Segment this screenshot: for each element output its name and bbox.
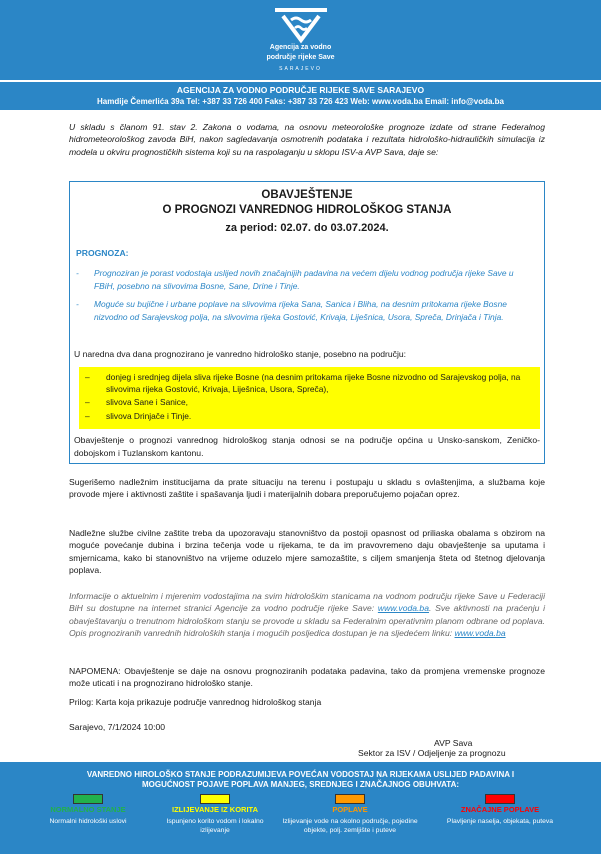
legend-swatch [73, 794, 103, 804]
note-paragraph: NAPOMENA: Obavještenje se daje na osnovu prognoziranih podataka padavina, tako da promjena vremenske prognoze može uticati i na prognozirano hidrološko stanje. [69, 666, 545, 689]
forecast-item [76, 298, 536, 323]
notice-subtitle: O PROGNOZI VANREDNOG HIDROLOŠKOG STANJA [162, 204, 452, 216]
recommendation-paragraph: Sugerišemo nadležnim institucijama da prate situaciju na terenu i postupaju u skladu s ovlaštenjima, a službama koje provode mjere i aktivnosti zaštite i spašavanja ljudi i materijalnih dobara preporučujemo pojačan oprez. [69, 477, 545, 500]
next-days-text: U naredna dva dana prognozirano je vanredno hidrološko stanje, posebno na području: [74, 349, 407, 359]
info-text-a: Informacije o aktuelnim i mjerenim vodostajima na svim hidrološkim stanicama na vodnom području rijeke Save u Federaciji BiH su dostupne na internet stranici Agencije za vodno područje rijeke Save: [69, 591, 545, 614]
civil-protection-paragraph: Nadležne službe civilne zaštite treba da upozoravaju stanovništvo da postoji opasnost od priliaska obalama s obzirom na moguće povećanje dubina i brzina tečenja vode u rijekama, te da im pravovremeno daju obavještenje sa uputama i smjernicama, kako bi stanovništvo na vrijeme oduzelo mjere samozaštite, s ciljem smanjenja šteta od štetnog djelovanja poplava. [69, 528, 545, 576]
attachment-line: Prilog: Karta koja prikazuje područje vanrednog hidrološkog stanja [69, 697, 322, 707]
legend-floods [280, 794, 420, 835]
logo-text-line1: Agencija za vodno [269, 44, 332, 51]
legend-name: IZLIJEVANJE IZ KORITA [172, 805, 258, 814]
agency-contact: Hamdije Čemerlića 39a Tel: +387 33 726 400 Faks: +387 33 726 423 Web: www.voda.ba Email: info@voda.ba [97, 97, 504, 106]
notice-title: OBAVJEŠTENJE [261, 189, 353, 201]
signature-org: AVP Sava [434, 738, 473, 748]
voda-link[interactable]: www.voda.ba [377, 603, 429, 614]
legend-swatch [335, 794, 365, 804]
list-dash: – [85, 397, 90, 407]
legend-name: NORMALNO STANJE [50, 805, 126, 814]
logo-text-line2: područje rijeke Save [266, 54, 335, 61]
signature-dept: Sektor za ISV / Odjeljenje za prognozu [358, 748, 506, 758]
legend-name: ZNAČAJNE POPLAVE [460, 805, 540, 814]
legend-name: POPLAVE [332, 805, 368, 814]
agency-emblem-icon [271, 6, 331, 44]
voda-link[interactable]: www.voda.ba [454, 628, 506, 639]
notice-box [69, 181, 545, 464]
list-dash: - [76, 299, 79, 309]
forecast-item-text: Prognoziran je porast vodostaja uslijed novih značajnijih padavina na većem dijelu vodnog područja rijeke Save u FBiH, posebno na slivovima Bosne, Sane, Drine i Tinje. [94, 268, 514, 291]
agency-logo [0, 0, 601, 80]
legend-footer [0, 762, 601, 854]
legend-title-line2: MOGUĆNOST POJAVE POPLAVA MANJEG, SREDNJEG I ZNAČAJNOG OBUHVATA: [141, 780, 460, 789]
legend-swatch [200, 794, 230, 804]
list-dash: – [85, 411, 90, 421]
agency-header [0, 82, 601, 110]
legend-normal [38, 794, 138, 826]
legend-desc: Izlijevanje vode na okolno područje, pojedine objekte, polj. zemljište i puteve [282, 818, 418, 834]
legend-swatch [485, 794, 515, 804]
legend-overflow [160, 794, 270, 835]
issue-date: Sarajevo, 7/1/2024 10:00 [69, 722, 166, 732]
area-item-text: slivova Drinjače i Tinje. [106, 411, 192, 421]
list-dash: - [76, 268, 79, 278]
affected-areas-highlight [79, 367, 540, 429]
legend-title-line1: VANREDNO HIROLOŠKO STANJE PODRAZUMIJEVA POVEĆAN VODOSTAJ NA RIJEKAMA USLIJED PADAVINA I [86, 770, 515, 779]
forecast-item-text: Moguće su bujične i urbane poplave na slivovima rijeka Sana, Sanica i Bliha, na desnim pritokama rijeke Bosne nizvodno od Sarajevskog polja, na slivovima rijeka Gostović, Krivaja, Liješnica, Usora, Spreča, Drinjača i Tinja. [94, 299, 507, 322]
notice-scope: Obavještenje o prognozi vanrednog hidrološkog stanja odnosi se na područje općina u Unsko-sanskom, Zeničko-dobojskom i Tuzlanskom kantonu. [74, 435, 540, 458]
intro-paragraph: U skladu s članom 91. stav 2. Zakona o vodama, na osnovu meteorološke prognoze izdate od strane Federalnog hidrometeorološkog zavoda BiH, nakon sagledavanja osmotrenih podataka i rezultata hidrološko-hidrauličkih simulacija iz modela u okviru prognostičkih sistema koji su na raspolaganju u sklopu ISV-a AVP Sava, daje se: [69, 122, 545, 157]
information-paragraph [69, 590, 545, 640]
legend-major-floods [440, 794, 560, 826]
area-item [85, 371, 537, 396]
legend-desc: Ispunjeno korito vodom i lokalno izlijevanje [166, 818, 264, 834]
area-item [85, 396, 537, 408]
area-item-text: donjeg i srednjeg dijela sliva rijeke Bosne (na desnim pritokama rijeke Bosne nizvodno od Sarajevskog polja, na slivovima rijeka Gostović, Krivaja, Liješnica, Usora, Spreča), [106, 372, 521, 395]
forecast-item [76, 267, 536, 292]
forecast-label: PROGNOZA: [76, 248, 129, 258]
logo-text-line3: SARAJEVO [279, 66, 322, 72]
area-item [85, 410, 537, 422]
legend-desc: Normalni hidrološki uslovi [49, 818, 127, 825]
notice-period: za period: 02.07. do 03.07.2024. [225, 222, 389, 234]
list-dash: – [85, 372, 90, 382]
legend-desc: Plavljenje naselja, objekata, puteva [446, 818, 554, 825]
agency-name: AGENCIJA ZA VODNO PODRUČJE RIJEKE SAVE SARAJEVO [176, 85, 425, 95]
area-item-text: slivova Sane i Sanice, [106, 397, 188, 407]
info-text-b: . Sve aktivnosti na praćenju i obavještavanju o trenutnom hidrološkom stanju se provode u skladu sa Federalnim operativnim planom odbrane od poplava. Opis prognoziranih vanrednih hidroloških stanja i mogućih posljedica dostupan je na sljedećem linku: [69, 603, 546, 639]
